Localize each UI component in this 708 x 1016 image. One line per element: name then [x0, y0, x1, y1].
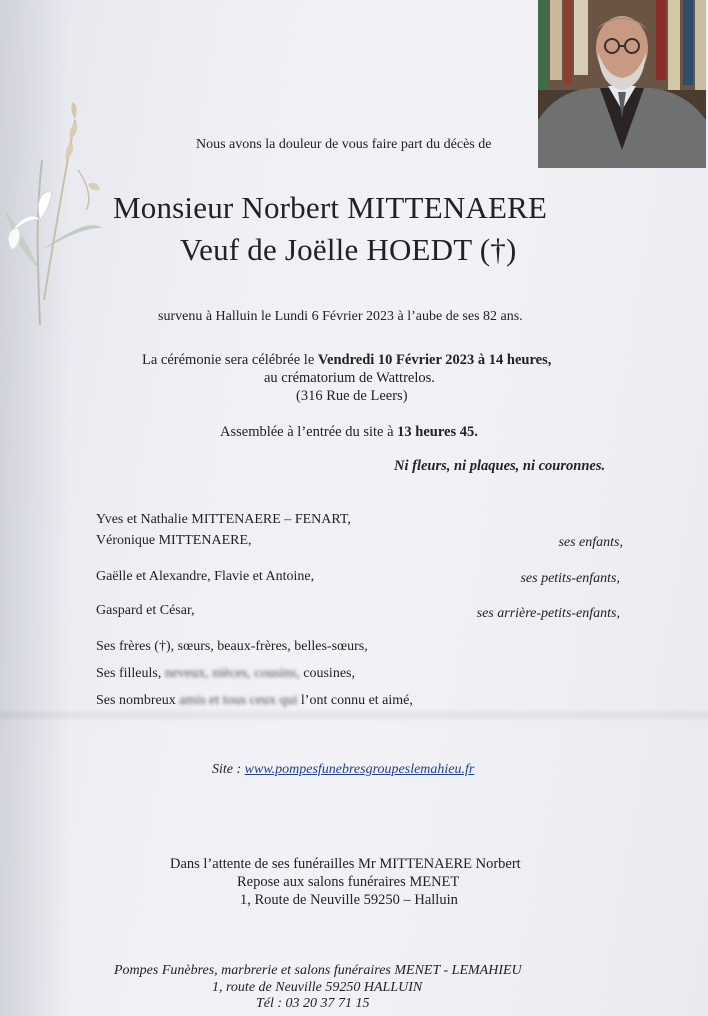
- assembly-time: 13 heures 45.: [397, 424, 478, 440]
- blurred-text: neveux, nièces, cousins,: [164, 666, 300, 681]
- footer-phone: Tél : 03 20 37 71 15: [256, 996, 370, 1011]
- friends-line: [96, 693, 413, 709]
- death-date-line: survenu à Halluin le Lundi 6 Février 2023 à l’aube de ses 82 ans.: [158, 309, 523, 324]
- children-line-1: Yves et Nathalie MITTENAERE – FENART,: [96, 512, 351, 527]
- footer-address: 1, route de Neuville 59250 HALLUIN: [212, 980, 423, 995]
- lily-wheat-decoration-icon: [0, 100, 105, 330]
- grandchildren-line: Gaëlle et Alexandre, Flavie et Antoine,: [96, 569, 315, 584]
- blurred-text: amis et tous ceux qui: [179, 693, 298, 708]
- widow-of-line: Veuf de Joëlle HOEDT (†): [180, 232, 517, 267]
- no-flowers-notice: Ni fleurs, ni plaques, ni couronnes.: [394, 458, 606, 474]
- portrait-photo: [538, 0, 706, 168]
- ceremony-address: (316 Rue de Leers): [296, 388, 408, 404]
- godchildren-text: Ses filleuls,: [96, 666, 165, 681]
- ceremony-place: au crématorium de Wattrelos.: [264, 370, 435, 386]
- waiting-line-3: 1, Route de Neuville 59250 – Halluin: [240, 892, 458, 908]
- great-grandchildren-line: Gaspard et César,: [96, 603, 195, 618]
- intro-text: Nous avons la douleur de vous faire part du décès de: [196, 137, 492, 152]
- friends-text: Ses nombreux: [96, 693, 180, 708]
- website-label: Site :: [212, 762, 245, 777]
- godchildren-line: [96, 666, 355, 682]
- waiting-line-2: Repose aux salons funéraires MENET: [237, 874, 460, 890]
- ceremony-date: Vendredi 10 Février 2023 à 14 heures,: [317, 352, 552, 368]
- grandchildren-relation: ses petits-enfants,: [520, 571, 620, 586]
- siblings-line: Ses frères (†), sœurs, beaux-frères, belles-sœurs,: [96, 639, 368, 654]
- footer-company: Pompes Funèbres, marbrerie et salons funéraires MENET - LEMAHIEU: [114, 963, 522, 978]
- assembly-prefix: Assemblée à l’entrée du site à: [220, 424, 398, 440]
- children-line-2: Véronique MITTENAERE,: [96, 533, 252, 548]
- website-link[interactable]: www.pompesfunebresgroupeslemahieu.fr: [244, 762, 475, 777]
- deceased-name: Monsieur Norbert MITTENAERE: [113, 190, 548, 225]
- waiting-line-1: Dans l’attente de ses funérailles Mr MITTENAERE Norbert: [170, 856, 521, 872]
- godchildren-text-end: cousines,: [299, 666, 355, 681]
- website-line: [212, 762, 474, 778]
- ceremony-prefix: La cérémonie sera célébrée le: [142, 352, 318, 368]
- friends-text-end: l’ont connu et aimé,: [297, 693, 413, 708]
- ceremony-line: [142, 352, 551, 369]
- paper-fold-line: [0, 708, 708, 722]
- children-relation: ses enfants,: [558, 535, 623, 550]
- great-grandchildren-relation: ses arrière-petits-enfants,: [476, 606, 620, 621]
- assembly-line: [220, 424, 478, 441]
